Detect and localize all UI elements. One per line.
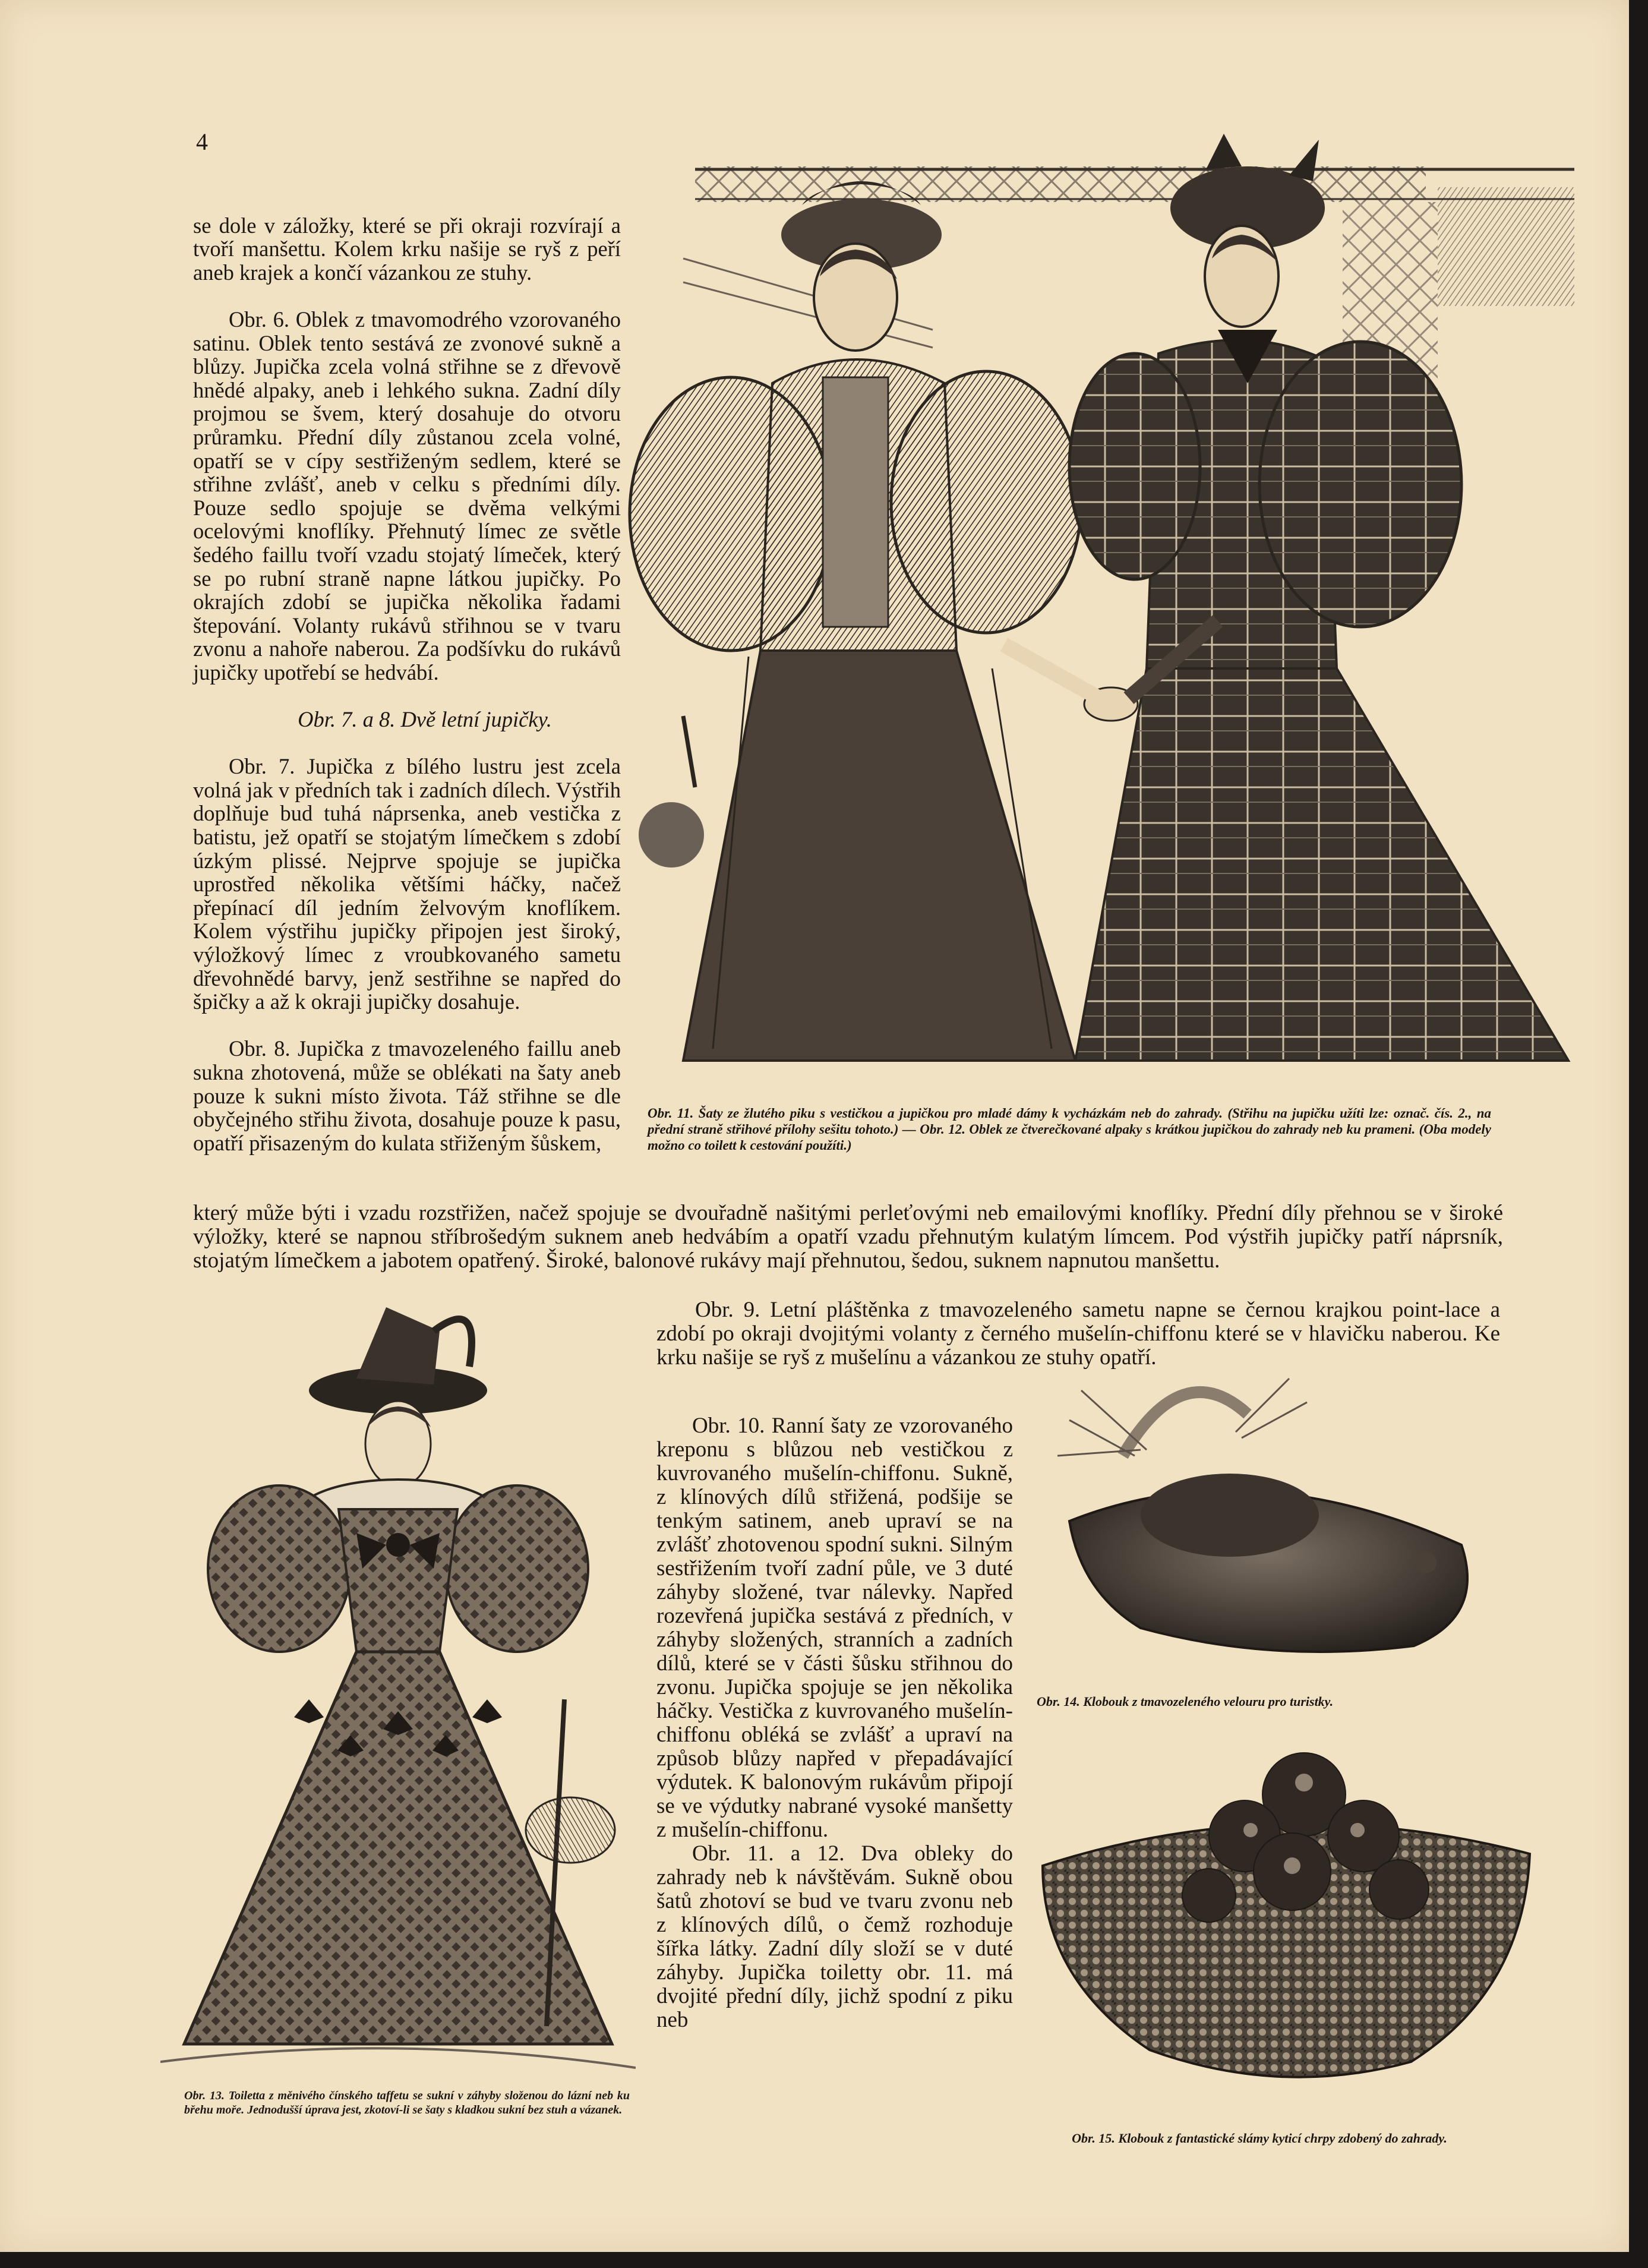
fig-11-12-illustration bbox=[624, 134, 1589, 1084]
left-text-column bbox=[193, 190, 621, 1178]
fig-14-illustration bbox=[1034, 1367, 1497, 1676]
left-paragraph-5: Obr. 8. Jupička z tmavozeleného faillu aneb sukna zhotovená, může se oblékati na šaty aneb pouze k sukni místo života. Táž střihne se dle obyčejného střihu života, dosahuje pouze k pasu, opatří přisazeným do kulata střiženým šůskem, bbox=[193, 1036, 621, 1155]
left-paragraph-3: Obr. 7. a 8. Dvě letní jupičky. bbox=[298, 707, 552, 732]
obr-9-paragraph bbox=[656, 1298, 1500, 1370]
middle-text-column bbox=[656, 1414, 1013, 2032]
velour-hat-engraving bbox=[1034, 1367, 1497, 1676]
left-paragraph-4: Obr. 7. Jupička z bílého lustru jest zcela volná jak v předních tak i zadních dílech. Výstřih doplňuje bud tuhá náprsenka, aneb vestička z batistu, jež opatří se stojatým límečkem s zdobí úzkým plissé. Nejprve spojuje se jupička uprostřed několika většími háčky, načež přepínací díl jedním želvovým knoflíkem. Kolem výstřihu jupičky připojen jest široký, výložkový límec z vroubkovaného sametu dřevohnědé barvy, jenž sestřihne se napřed do špičky a až k okraji jupičky dosahuje. bbox=[193, 754, 621, 1014]
middle-paragraph-2: Obr. 11. a 12. Dva obleky do zahrady neb k návštěvám. Sukně obou šatů zhotoví se bud ve tvaru zvonu neb z klínových dílů, o čemž rozhoduje šířka látky. Zadní díly složí se v duté záhyby. Jupička toiletty obr. 11. má dvojité přední díly, jichž spodní z piku neb bbox=[656, 1841, 1013, 2032]
fig-15-illustration bbox=[1031, 1717, 1542, 2121]
caption-fig-14: Obr. 14. Klobouk z tmavozeleného velouru pro turistky. bbox=[1037, 1694, 1334, 1709]
left-paragraph-2: Obr. 6. Oblek z tmavomodrého vzorovaného satinu. Oblek tento sestává ze zvonové sukně a blůzy. Jupička zcela volná střihne se z dřevově hnědé alpaky, aneb i lehkého sukna. Zadní díly projmou se švem, který dosahuje do otvoru průramku. Přední díly zůstanou zcela volné, opatří se v cípy sestřiženým sedlem, které se střihne zvlášť, aneb v celku s předními díly. Pouze sedlo spojuje se dvěma velkými ocelovými knoflíky. Přehnutý límec ze světle šedého faillu tvoří vzadu stojatý límeček, který se po rubní straně napne látkou jupičky. Po okrajích zdobí se jupička několika řadami štepování. Volanty rukávů střihnou se v tvaru zvonu a nahoře naberou. Za podšívku do rukávů jupičky upotřebí se hedvábí. bbox=[193, 307, 621, 684]
obr-9-text: Obr. 9. Letní pláštěnka z tmavozeleného sametu napne se černou krajkou point-lace a zdobí po okraji dvojitými volanty z černého mušelín-chiffonu které se v hlavičku naberou. Ke krku našije se ryš z mušelínu a vázankou ze stuhy opatří. bbox=[656, 1298, 1500, 1370]
middle-paragraph-1: Obr. 10. Ranní šaty ze vzorovaného kreponu s blůzou neb vestičkou z kuvrovaného mušelín-chiffonu. Sukně, z klínových dílů střižená, podšije se tenkým satinem, aneb upraví se na zvlášť zhotovenou spodní sukni. Silným sestřižením tvoří zadní půle, ve 3 duté záhyby složené, tvar nálevky. Napřed rozevřená jupička sestává z předních, v záhyby složených, stranních a zadních dílů, které se v části šůsku střihnou do zvonu. Jupička spojuje se jen několika háčky. Vestička z kuvrovaného mušelín-chiffonu obléká se zvlášť a upraví na způsob blůzy napřed v přepadávající výdutek. K balonovým rukávům připojí se ve výdutky nabrané vysoké manšetty z mušelín-chiffonu. bbox=[656, 1414, 1013, 1842]
toilette-engraving bbox=[160, 1295, 636, 2086]
caption-fig-11-12: Obr. 11. Šaty ze žlutého piku s vestičkou a jupičkou pro mladé dámy k vycházkám neb do zahrady. (Střihu na jupičku užíti lze: označ. čís. 2., na přední straně střihové přílohy sešitu tohoto.) — Obr. 12. Oblek ze čtverečkované alpaky s krátkou jupičkou do zahrady neb ku prameni. (Oba modely možno co toilett k cestování použíti.) bbox=[648, 1106, 1491, 1153]
fig-13-illustration bbox=[160, 1295, 636, 2086]
caption-fig-13: Obr. 13. Toiletta z měnivého čínského taffetu se sukní v záhyby složenou do lázní neb ku břehu moře. Jednodušší úprava jest, zkotoví-li se šaty s kladkou sukní bez stuh a vázanek. bbox=[184, 2089, 630, 2116]
full-width-paragraph: který může býti i vzadu rozstřižen, načež spojuje se dvouřadně našitými perleťovými neb emailovými knoflíky. Přední díly přehnou se v široké výložky, které se napnou stříbrošedým suknem aneb hedvábím a opatří vzadu přehnutým kulatým límcem. Pod výstřih jupičky patří náprsník, stojatým límečkem a jabotem opatřený. Široké, balonové rukávy mají přehnutou, šedou, suknem napnutou manšettu. bbox=[193, 1201, 1503, 1273]
two-ladies-engraving bbox=[624, 134, 1589, 1084]
left-paragraph-1: se dole v záložky, které se při okraji rozvírají a tvoří manšettu. Kolem krku našije se ryš z peří aneb krajek a končí vázankou ze stuhy. bbox=[193, 213, 621, 285]
caption-fig-15: Obr. 15. Klobouk z fantastické slámy kyticí chrpy zdobený do zahrady. bbox=[1072, 2131, 1447, 2146]
page-number: 4 bbox=[196, 128, 208, 155]
straw-hat-engraving bbox=[1031, 1717, 1542, 2121]
